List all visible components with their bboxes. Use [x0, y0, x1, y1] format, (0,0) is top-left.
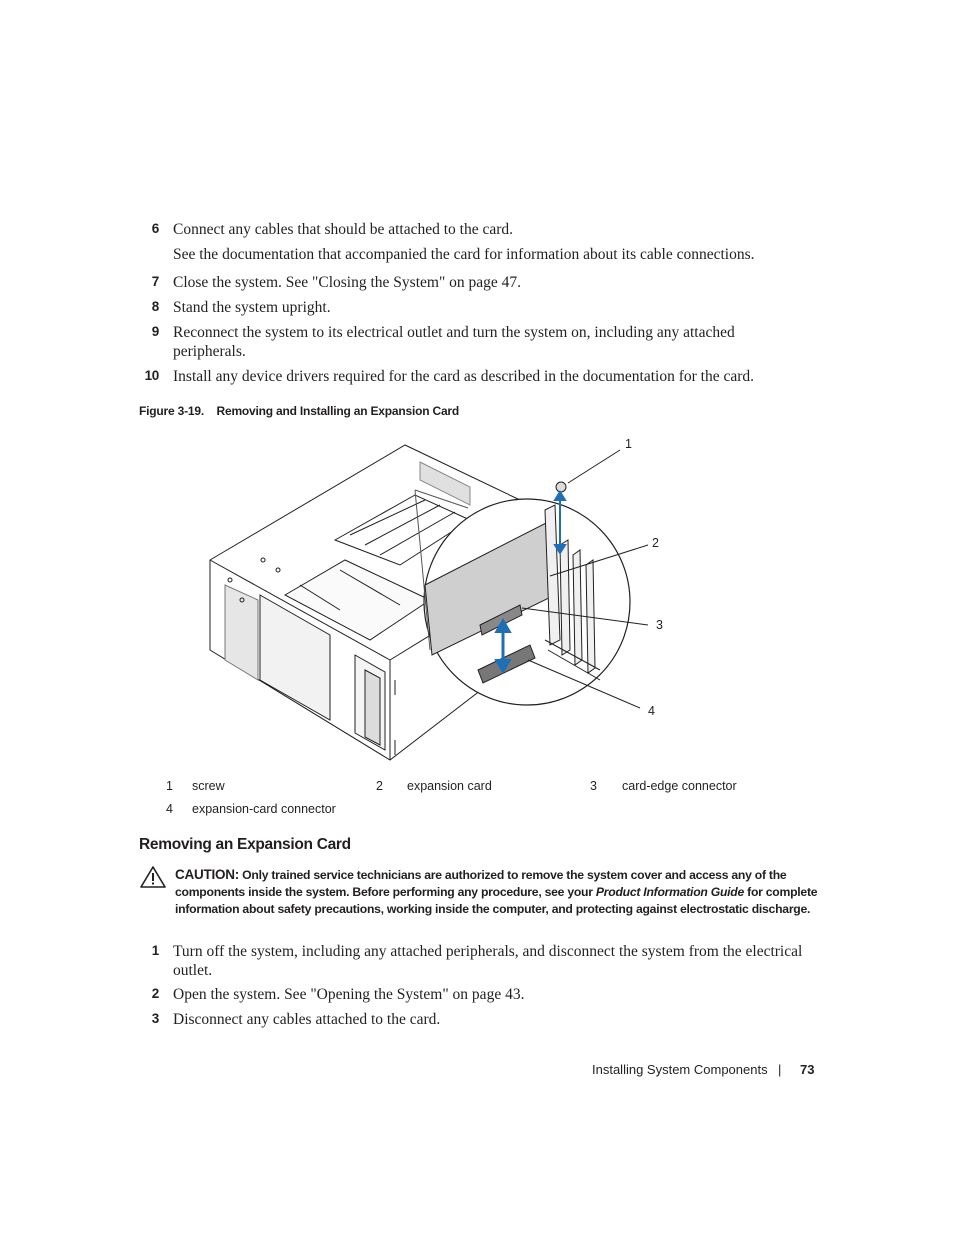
- legend-label: expansion card: [407, 779, 492, 793]
- legend-number: 3: [590, 779, 597, 793]
- caution-notice: [175, 866, 820, 918]
- step-text: Turn off the system, including any attached peripherals, and disconnect the system from the electrical outlet.: [173, 943, 803, 979]
- section-heading: Removing an Expansion Card: [139, 836, 351, 853]
- footer-separator: |: [778, 1062, 782, 1077]
- step-text: Stand the system upright.: [173, 299, 331, 316]
- legend-number: 4: [166, 802, 173, 816]
- caution-icon: [140, 866, 166, 888]
- caution-label: CAUTION:: [175, 867, 239, 882]
- step-number: 6: [151, 221, 159, 236]
- step-number: 8: [151, 299, 159, 314]
- step-number: 7: [151, 274, 159, 289]
- screw: [556, 482, 566, 492]
- optical-drive: [365, 670, 380, 745]
- step-text: Close the system. See "Closing the System" on page 47.: [173, 274, 522, 291]
- step-number: 9: [151, 324, 159, 339]
- caution-text: Only trained service technicians are authorized to remove the system cover and access any of the components inside the system. Before performing any procedure, see your: [175, 868, 787, 899]
- callout-1: 1: [625, 437, 632, 451]
- callout-3: 3: [656, 618, 663, 632]
- callout-4: 4: [648, 704, 655, 718]
- step-number: 3: [151, 1011, 159, 1026]
- slot-bracket: [560, 540, 570, 655]
- step-text: See the documentation that accompanied the card for information about its cable connections.: [173, 246, 755, 263]
- step-text: Install any device drivers required for the card as described in the documentation for the card.: [173, 368, 755, 385]
- legend-number: 1: [166, 779, 173, 793]
- step-number: 2: [151, 986, 159, 1001]
- caution-text: for complete information about safety precautions, working inside the computer, and protecting against electrostatic discharge.: [175, 885, 818, 916]
- legend-number: 2: [376, 779, 383, 793]
- step-text: Open the system. See "Opening the System" on page 43.: [173, 986, 525, 1003]
- step-text: Reconnect the system to its electrical outlet and turn the system on, including any attached peripherals.: [173, 324, 735, 360]
- caution-guide-title: Product Information Guide: [595, 885, 744, 899]
- footer-section-title: Installing System Components: [592, 1062, 768, 1077]
- step-number: 1: [151, 943, 159, 958]
- legend-label: screw: [192, 779, 225, 793]
- step-number: 10: [144, 368, 159, 383]
- legend-label: expansion-card connector: [192, 802, 336, 816]
- legend-label: card-edge connector: [622, 779, 737, 793]
- side-vent: [225, 585, 258, 680]
- step-text: Connect any cables that should be attached to the card.: [173, 221, 514, 238]
- figure-number: Figure 3-19.: [139, 404, 204, 418]
- step-text: Disconnect any cables attached to the card.: [173, 1011, 441, 1028]
- callout-2: 2: [652, 536, 659, 550]
- page-number: 73: [800, 1062, 815, 1077]
- figure-title: Removing and Installing an Expansion Card: [216, 404, 460, 418]
